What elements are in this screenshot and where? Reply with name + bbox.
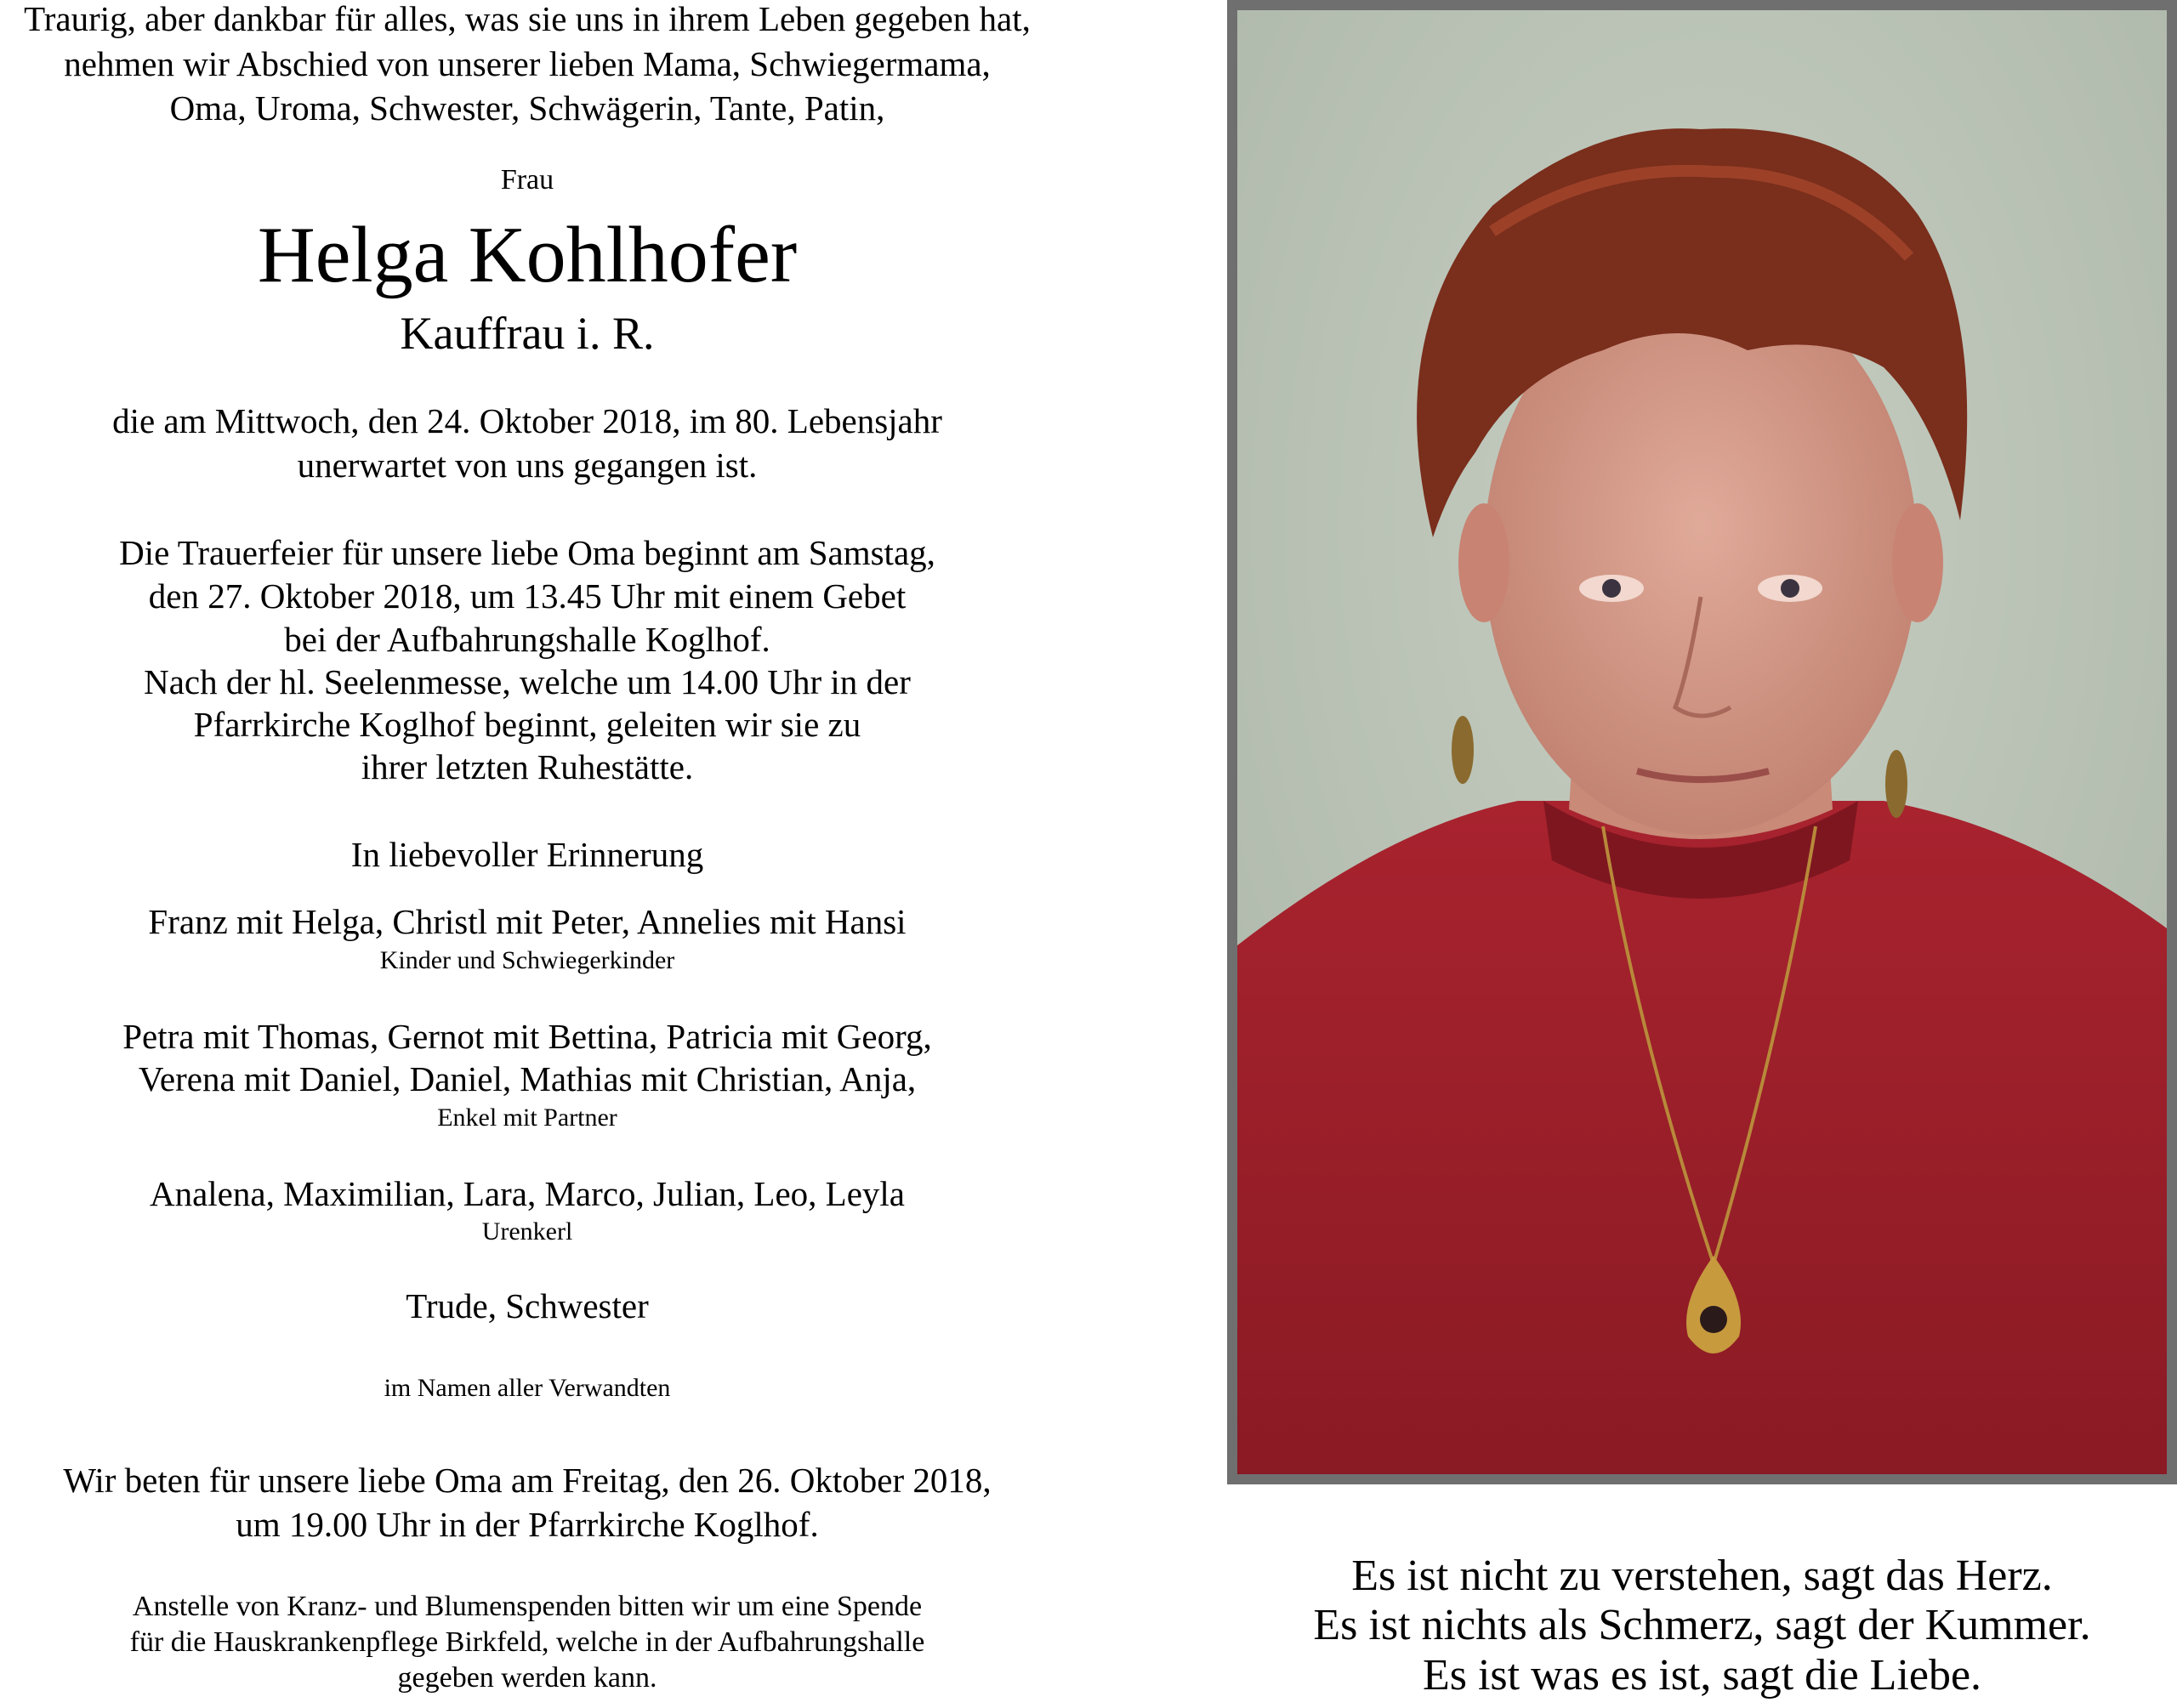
great-grandchildren-names: Analena, Maximilian, Lara, Marco, Julian, Leo, Leyla (149, 1174, 905, 1213)
intro-line-1: Traurig, aber dankbar für alles, was sie uns in ihrem Leben gegeben hat, (24, 0, 1031, 38)
children-names: Franz mit Helga, Christl mit Peter, Annelies mit Hansi (148, 902, 907, 941)
donation-line-1: Anstelle von Kranz- und Blumenspenden bitten wir um eine Spende (132, 1591, 923, 1622)
intro-line-2: nehmen wir Abschied von unserer lieben Mama, Schwiegermama, (64, 44, 991, 83)
donation-line-2: für die Hauskrankenpflege Birkfeld, welche in der Aufbahrungshalle (129, 1626, 925, 1658)
occupation: Kauffrau i. R. (400, 308, 655, 359)
funeral-line-6: ihrer letzten Ruhestätte. (361, 747, 694, 786)
quote-line-3: Es ist was es ist, sagt die Liebe. (1422, 1651, 1982, 1699)
quote-line-2: Es ist nichts als Schmerz, sagt der Kummer. (1313, 1601, 2091, 1649)
death-notice-line-2: unerwartet von uns gegangen ist. (297, 445, 758, 485)
prayer-line-2: um 19.00 Uhr in der Pfarrkirche Koglhof. (236, 1505, 819, 1544)
portrait-photo (1237, 10, 2167, 1474)
prayer-line-1: Wir beten für unsere liebe Oma am Freitag, den 26. Oktober 2018, (63, 1461, 992, 1500)
remembrance-heading: In liebevoller Erinnerung (350, 835, 704, 874)
grandchildren-names-line-1: Petra mit Thomas, Gernot mit Bettina, Patricia mit Georg, (122, 1017, 932, 1056)
deceased-name: Helga Kohlhofer (257, 211, 798, 299)
funeral-line-1: Die Trauerfeier für unsere liebe Oma beginnt am Samstag, (119, 533, 935, 572)
grandchildren-names-line-2: Verena mit Daniel, Daniel, Mathias mit Christian, Anja, (138, 1059, 917, 1098)
funeral-line-5: Pfarrkirche Koglhof beginnt, geleiten wir sie zu (193, 705, 861, 744)
relatives-note: im Namen aller Verwandten (384, 1374, 671, 1402)
grandchildren-role: Enkel mit Partner (437, 1104, 617, 1132)
obituary-text-column (0, 0, 1054, 1708)
death-notice-line-1: die am Mittwoch, den 24. Oktober 2018, im 80. Lebensjahr (112, 401, 942, 440)
funeral-line-4: Nach der hl. Seelenmesse, welche um 14.00 Uhr in der (144, 662, 911, 701)
salutation: Frau (500, 164, 554, 196)
funeral-line-3: bei der Aufbahrungshalle Koglhof. (284, 620, 770, 659)
quote-line-1: Es ist nicht zu verstehen, sagt das Herz. (1351, 1552, 2053, 1600)
sister-entry: Trude, Schwester (406, 1286, 649, 1325)
intro-line-3: Oma, Uroma, Schwester, Schwägerin, Tante, Patin, (169, 88, 885, 128)
portrait-frame (1227, 0, 2177, 1484)
great-grandchildren-role: Urenkerl (481, 1217, 573, 1246)
funeral-line-2: den 27. Oktober 2018, um 13.45 Uhr mit einem Gebet (148, 576, 907, 616)
donation-line-3: gegeben werden kann. (397, 1662, 657, 1694)
children-role: Kinder und Schwiegerkinder (379, 946, 675, 974)
